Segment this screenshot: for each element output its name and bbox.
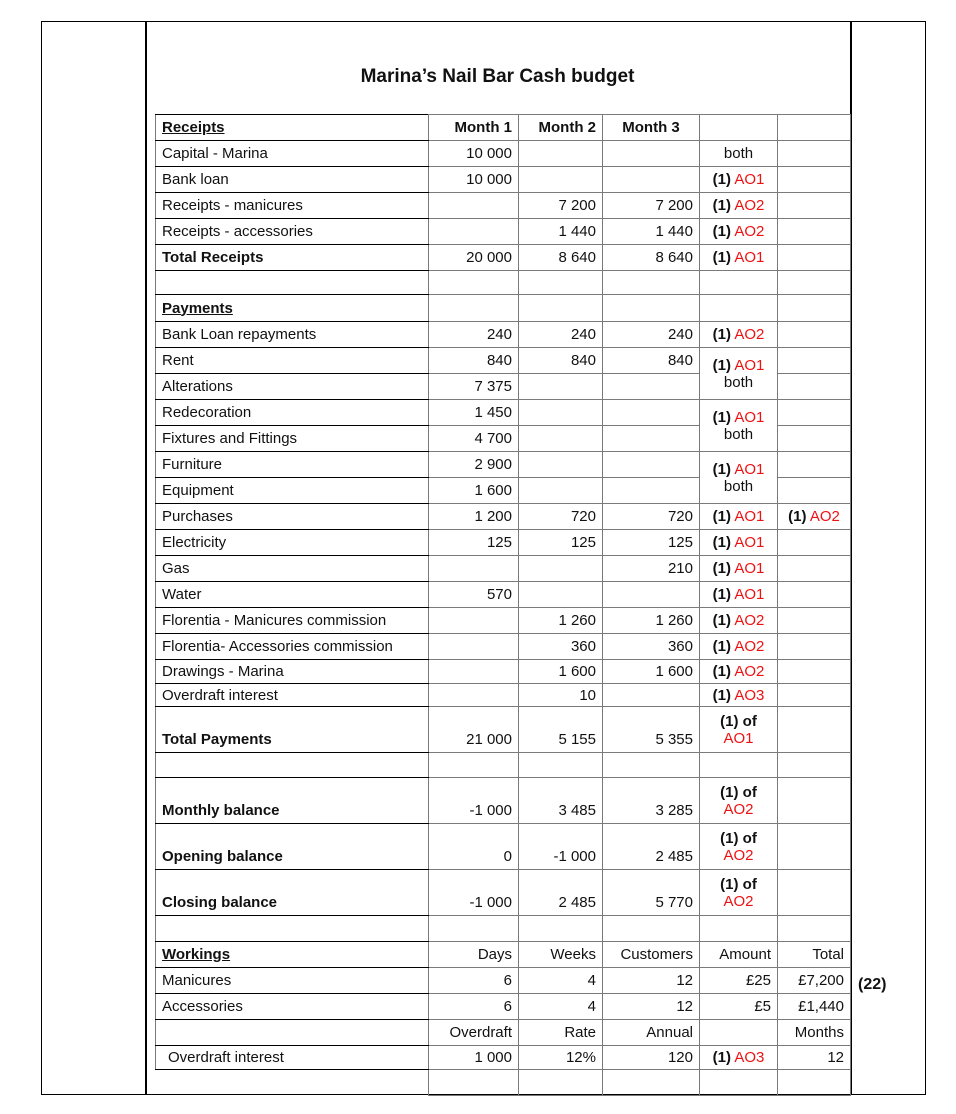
workings-row: Accessories 6 4 12 £5 £1,440 <box>156 994 851 1020</box>
mark-cell: both <box>700 141 778 167</box>
table-row: Florentia - Manicures commission 1 260 1 260 (1) AO2 <box>156 608 851 634</box>
monthly-balance-row: Monthly balance -1 000 3 485 3 285 (1) of AO2 <box>156 778 851 824</box>
table-row: Bank loan 10 000 (1) AO1 <box>156 167 851 193</box>
table-row: Equipment 1 600 <box>156 478 851 504</box>
total-marks: (22) <box>858 976 887 993</box>
blank-row <box>156 916 851 942</box>
mark-cell: (1) AO1 <box>700 582 778 608</box>
payments-heading: Payments <box>156 295 429 322</box>
table-row: Bank Loan repayments 240 240 240 (1) AO2 <box>156 322 851 348</box>
page-title: Marina’s Nail Bar Cash budget <box>360 66 635 87</box>
mark-cell: (1) AO2 <box>700 322 778 348</box>
left-column-divider <box>145 21 147 1095</box>
mark-cell: (1) AO1 <box>700 504 778 530</box>
payments-heading-row <box>156 295 851 322</box>
table-row: Redecoration 1 450 (1) AO1 both <box>156 400 851 426</box>
table-row: Drawings - Marina 1 600 1 600 (1) AO2 <box>156 660 851 684</box>
mark-cell: (1) AO2 <box>700 608 778 634</box>
table-row: Receipts - manicures 7 200 7 200 (1) AO2 <box>156 193 851 219</box>
table-row: Overdraft interest 10 (1) AO3 <box>156 684 851 707</box>
table-row: Fixtures and Fittings 4 700 <box>156 426 851 452</box>
cash-budget-table <box>155 114 851 1096</box>
table-row: Alterations 7 375 <box>156 374 851 400</box>
table-row: Rent 840 840 840 (1) AO1 both <box>156 348 851 374</box>
merged-mark-cell: (1) AO1 both <box>700 348 778 400</box>
mark-cell: (1) AO1 <box>700 530 778 556</box>
extra-mark-cell: (1) AO2 <box>778 504 851 530</box>
table-row: Florentia- Accessories commission 360 360 (1) AO2 <box>156 634 851 660</box>
mark-cell: (1) of AO2 <box>700 870 778 916</box>
mark-cell: (1) AO3 <box>700 684 778 707</box>
mark-cell: (1) AO1 <box>700 167 778 193</box>
trailing-row <box>156 1070 851 1096</box>
mark-cell: (1) AO1 <box>700 245 778 271</box>
mark-cell: (1) AO2 <box>700 634 778 660</box>
overdraft-labels-row: Overdraft Rate Annual Months <box>156 1020 851 1046</box>
mark-cell: (1) AO2 <box>700 193 778 219</box>
mark-cell: (1) of AO1 <box>700 707 778 753</box>
table-row: Water 570 (1) AO1 <box>156 582 851 608</box>
table-row: Capital - Marina 10 000 both <box>156 141 851 167</box>
merged-mark-cell: (1) AO1 both <box>700 400 778 452</box>
mark-cell: (1) AO2 <box>700 219 778 245</box>
merged-mark-cell: (1) AO1 both <box>700 452 778 504</box>
opening-balance-row: Opening balance 0 -1 000 2 485 (1) of AO2 <box>156 824 851 870</box>
table-row: Purchases 1 200 720 720 (1) AO1 (1) AO2 <box>156 504 851 530</box>
closing-balance-row: Closing balance -1 000 2 485 5 770 (1) of AO2 <box>156 870 851 916</box>
table-row: Receipts - accessories 1 440 1 440 (1) AO2 <box>156 219 851 245</box>
total-receipts-row: Total Receipts 20 000 8 640 8 640 (1) AO1 <box>156 245 851 271</box>
workings-header-row: Workings Days Weeks Customers Amount Total <box>156 942 851 968</box>
overdraft-interest-row: Overdraft interest 1 000 12% 120 (1) AO3 12 <box>156 1046 851 1070</box>
blank-row <box>156 753 851 778</box>
month2-header: Month 2 <box>519 115 603 141</box>
workings-heading: Workings <box>156 942 429 968</box>
month1-header: Month 1 <box>429 115 519 141</box>
mark-cell: (1) AO3 <box>700 1046 778 1070</box>
receipts-heading: Receipts <box>156 115 429 141</box>
extra-mark-cell <box>778 115 851 141</box>
mark-cell: (1) AO1 <box>700 556 778 582</box>
month3-header: Month 3 <box>603 115 700 141</box>
table-row: Gas 210 (1) AO1 <box>156 556 851 582</box>
table-row: Furniture 2 900 (1) AO1 both <box>156 452 851 478</box>
total-payments-row: Total Payments 21 000 5 155 5 355 (1) of AO1 <box>156 707 851 753</box>
workings-row: Manicures 6 4 12 £25 £7,200 <box>156 968 851 994</box>
mark-cell: (1) AO2 <box>700 660 778 684</box>
table-header-row <box>156 115 851 141</box>
mark-cell: (1) of AO2 <box>700 824 778 870</box>
mark-cell: (1) of AO2 <box>700 778 778 824</box>
mark-cell <box>700 115 778 141</box>
blank-row <box>156 271 851 295</box>
table-row: Electricity 125 125 125 (1) AO1 <box>156 530 851 556</box>
